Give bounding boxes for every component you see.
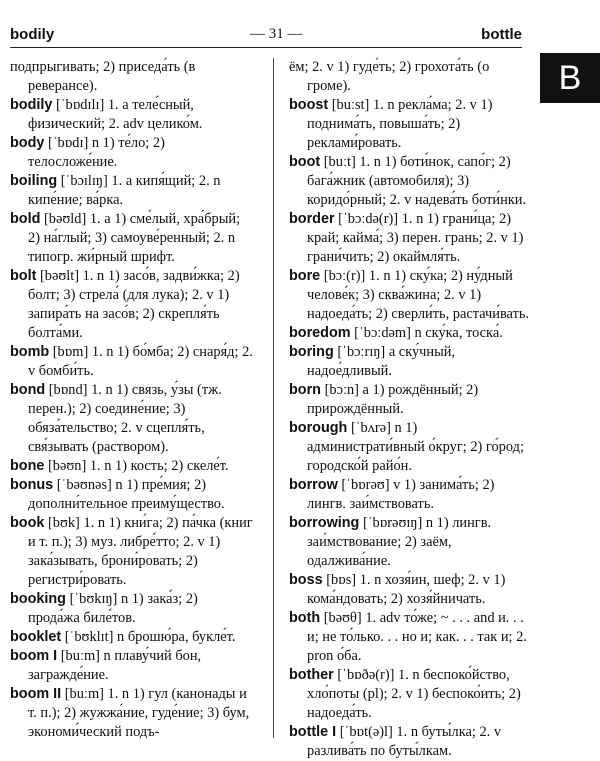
entry-definition: [bɒm] 1. n 1) бо́мба; 2) снаря́д; 2. v бомби́ть. [28, 344, 253, 379]
page-number: — 31 — [250, 26, 303, 42]
entry-headword: boss [289, 572, 323, 588]
entry-definition: [ˈbɒdɪlɪ] 1. a теле́сный, физический; 2. adv целико́м. [28, 97, 203, 132]
entry-definition: [ˈbɔːdə(r)] 1. n 1) грани́ца; 2) край; кайма́; 3) перен. грань; 2. v 1) грани́чить; 2) окаймля́ть. [307, 211, 524, 265]
right-column [289, 58, 532, 759]
entry-definition: [bɒs] 1. n хозя́ин, шеф; 2. v 1) кома́ндовать; 2) хозя́йничать. [307, 572, 506, 607]
entry-headword: bonus [10, 477, 54, 493]
dictionary-entry [289, 96, 532, 153]
entry-headword: bold [10, 211, 41, 227]
entry-definition: [ˈbɒrəʊɪŋ] n 1) лингв. заи́мствование; 2) заём, одалжива́ние. [307, 515, 492, 569]
left-column [10, 58, 253, 750]
dictionary-entry [10, 96, 253, 134]
entry-definition: [ˈbʌrə] n 1) администрати́вный о́круг; 2) го́род; городско́й райо́н. [307, 420, 524, 474]
entry-definition: [bəʊθ] 1. adv то́же; ~ . . . and и. . . и; не то́лько. . . но и; как. . . так и; 2. pron о́ба. [307, 610, 527, 664]
dictionary-entry [289, 571, 532, 609]
entry-headword: bother [289, 667, 334, 683]
dictionary-entry [289, 609, 532, 666]
entry-definition: [bʊk] 1. n 1) кни́га; 2) па́чка (книг и т. п.); 3) муз. либре́тто; 2. v 1) зака́зывать, брони́ровать; 2) регистри́ровать. [28, 515, 253, 588]
entry-definition: [ˈbɔːdəm] n ску́ка, тоска́. [350, 325, 503, 341]
dictionary-entry [289, 210, 532, 267]
dictionary-entry [289, 267, 532, 324]
entry-headword: bomb [10, 344, 50, 360]
entry-headword: bottle I [289, 724, 337, 740]
letter-thumb-tab: B [540, 53, 600, 103]
entry-definition: [buːst] 1. n рекла́ма; 2. v 1) поднима́ть, повыша́ть; 2) реклами́ровать. [307, 97, 493, 151]
entry-headword: boiling [10, 173, 58, 189]
entry-headword: book [10, 515, 45, 531]
dictionary-entry [10, 685, 253, 742]
dictionary-entry [10, 58, 253, 96]
entry-headword: boom II [10, 686, 62, 702]
entry-definition: [bɒnd] 1. n 1) связь, у́зы (тж. перен.); 2) соедине́ние; 3) обяза́тельство; 2. v сцепля́ть, свя́зывать (раствором). [28, 382, 222, 455]
header-rule [10, 47, 522, 48]
entry-headword: bore [289, 268, 321, 284]
dictionary-entry [289, 476, 532, 514]
entry-headword: border [289, 211, 335, 227]
header-last-word: bottle [481, 26, 522, 43]
entry-headword: bond [10, 382, 46, 398]
entry-definition: [buːm] n плаву́чий бон, загражде́ние. [28, 648, 202, 683]
dictionary-entry [289, 723, 532, 761]
dictionary-entry [289, 514, 532, 571]
entry-headword: booking [10, 591, 66, 607]
dictionary-entry [10, 590, 253, 628]
entry-definition: [buːt] 1. n 1) боти́нок, сапо́г; 2) бага́жник (автомобиля); 3) коридо́рный; 2. v надева́ть боти́нки. [307, 154, 527, 208]
entry-headword: boost [289, 97, 329, 113]
entry-headword: bodily [10, 97, 53, 113]
header-first-word: bodily [10, 26, 55, 43]
entry-definition: [ˈbʊklɪt] n брошю́ра, букле́т. [61, 629, 236, 645]
entry-definition: [buːm] 1. n 1) гул (канонады и т. п.); 2) жужжа́ние, гуде́ние; 3) бум, экономи́ческий подъ- [28, 686, 250, 740]
entry-headword: boot [289, 154, 321, 170]
entry-headword: borrow [289, 477, 338, 493]
entry-headword: bone [10, 458, 45, 474]
entry-definition: [ˈbɔːrɪŋ] a ску́чный, надое́дливый. [307, 344, 456, 379]
entry-definition: [bɔː(r)] 1. n 1) ску́ка; 2) ну́дный челове́к; 3) сква́жина; 2. v 1) надоеда́ть; 2) сверли́ть, растачи́вать. [307, 268, 530, 322]
entry-headword: boom I [10, 648, 58, 664]
entry-definition: [ˈbɒdɪ] n 1) те́ло; 2) телосложе́ние. [28, 135, 165, 170]
entry-definition: [ˈbɒðə(r)] 1. n беспоко́йство, хло́поты (pl); 2. v 1) беспоко́ить; 2) надоеда́ть. [307, 667, 521, 721]
entry-definition: [bɔːn] a 1) рождённый; 2) прирождённый. [307, 382, 479, 417]
dictionary-entry [289, 419, 532, 476]
dictionary-entry [10, 210, 253, 267]
entry-headword: both [289, 610, 321, 626]
entry-definition: [ˈbəʊnəs] n 1) пре́мия; 2) дополни́тельное преиму́щество. [28, 477, 225, 512]
entry-definition: [bəʊld] 1. a 1) сме́лый, хра́брый; 2) на́глый; 3) самоуве́ренный; 2. n типогр. жи́рный шрифт. [28, 211, 241, 265]
entry-headword: boredom [289, 325, 351, 341]
dictionary-entry [289, 324, 532, 343]
dictionary-entry [10, 647, 253, 685]
entry-headword: bolt [10, 268, 37, 284]
dictionary-entry [10, 267, 253, 343]
dictionary-entry [289, 153, 532, 210]
dictionary-entry [10, 134, 253, 172]
entry-definition: [ˈbɔɪlɪŋ] 1. a кипя́щий; 2. n кипе́ние; ва́рка. [28, 173, 221, 208]
entry-headword: booklet [10, 629, 62, 645]
dictionary-entry [10, 628, 253, 647]
entry-definition: [bəʊn] 1. n 1) кость; 2) скеле́т. [44, 458, 229, 474]
entry-definition: [bəʊlt] 1. n 1) засо́в, задви́жка; 2) болт; 3) стрела́ (для лука); 2. v 1) запира́ть на засо́в; 2) скрепля́ть болта́ми. [28, 268, 240, 341]
entry-headword: born [289, 382, 321, 398]
dictionary-entry [10, 457, 253, 476]
entry-definition: подпрыгивать; 2) приседа́ть (в реверансе). [10, 59, 196, 94]
dictionary-entry [289, 381, 532, 419]
dictionary-entry [10, 514, 253, 590]
dictionary-entry [10, 343, 253, 381]
entry-headword: boring [289, 344, 334, 360]
dictionary-entry [289, 58, 532, 96]
entry-definition: ём; 2. v 1) гуде́ть; 2) грохота́ть (о громе). [289, 59, 490, 94]
entry-definition: [ˈbɒt(ə)l] 1. n буты́лка; 2. v разлива́ть по буты́лкам. [307, 724, 502, 759]
dictionary-entry [10, 172, 253, 210]
dictionary-entry [289, 666, 532, 723]
entry-definition: [ˈbʊkɪŋ] n 1) зака́з; 2) прода́жа биле́тов. [28, 591, 198, 626]
dictionary-entry [10, 381, 253, 457]
entry-headword: borough [289, 420, 348, 436]
entry-headword: borrowing [289, 515, 360, 531]
dictionary-entry [289, 343, 532, 381]
entry-definition: [ˈbɒrəʊ] v 1) занима́ть; 2) лингв. заи́мствовать. [307, 477, 495, 512]
page-header [0, 0, 600, 52]
column-divider [273, 58, 274, 738]
dictionary-entry [10, 476, 253, 514]
entry-headword: body [10, 135, 45, 151]
